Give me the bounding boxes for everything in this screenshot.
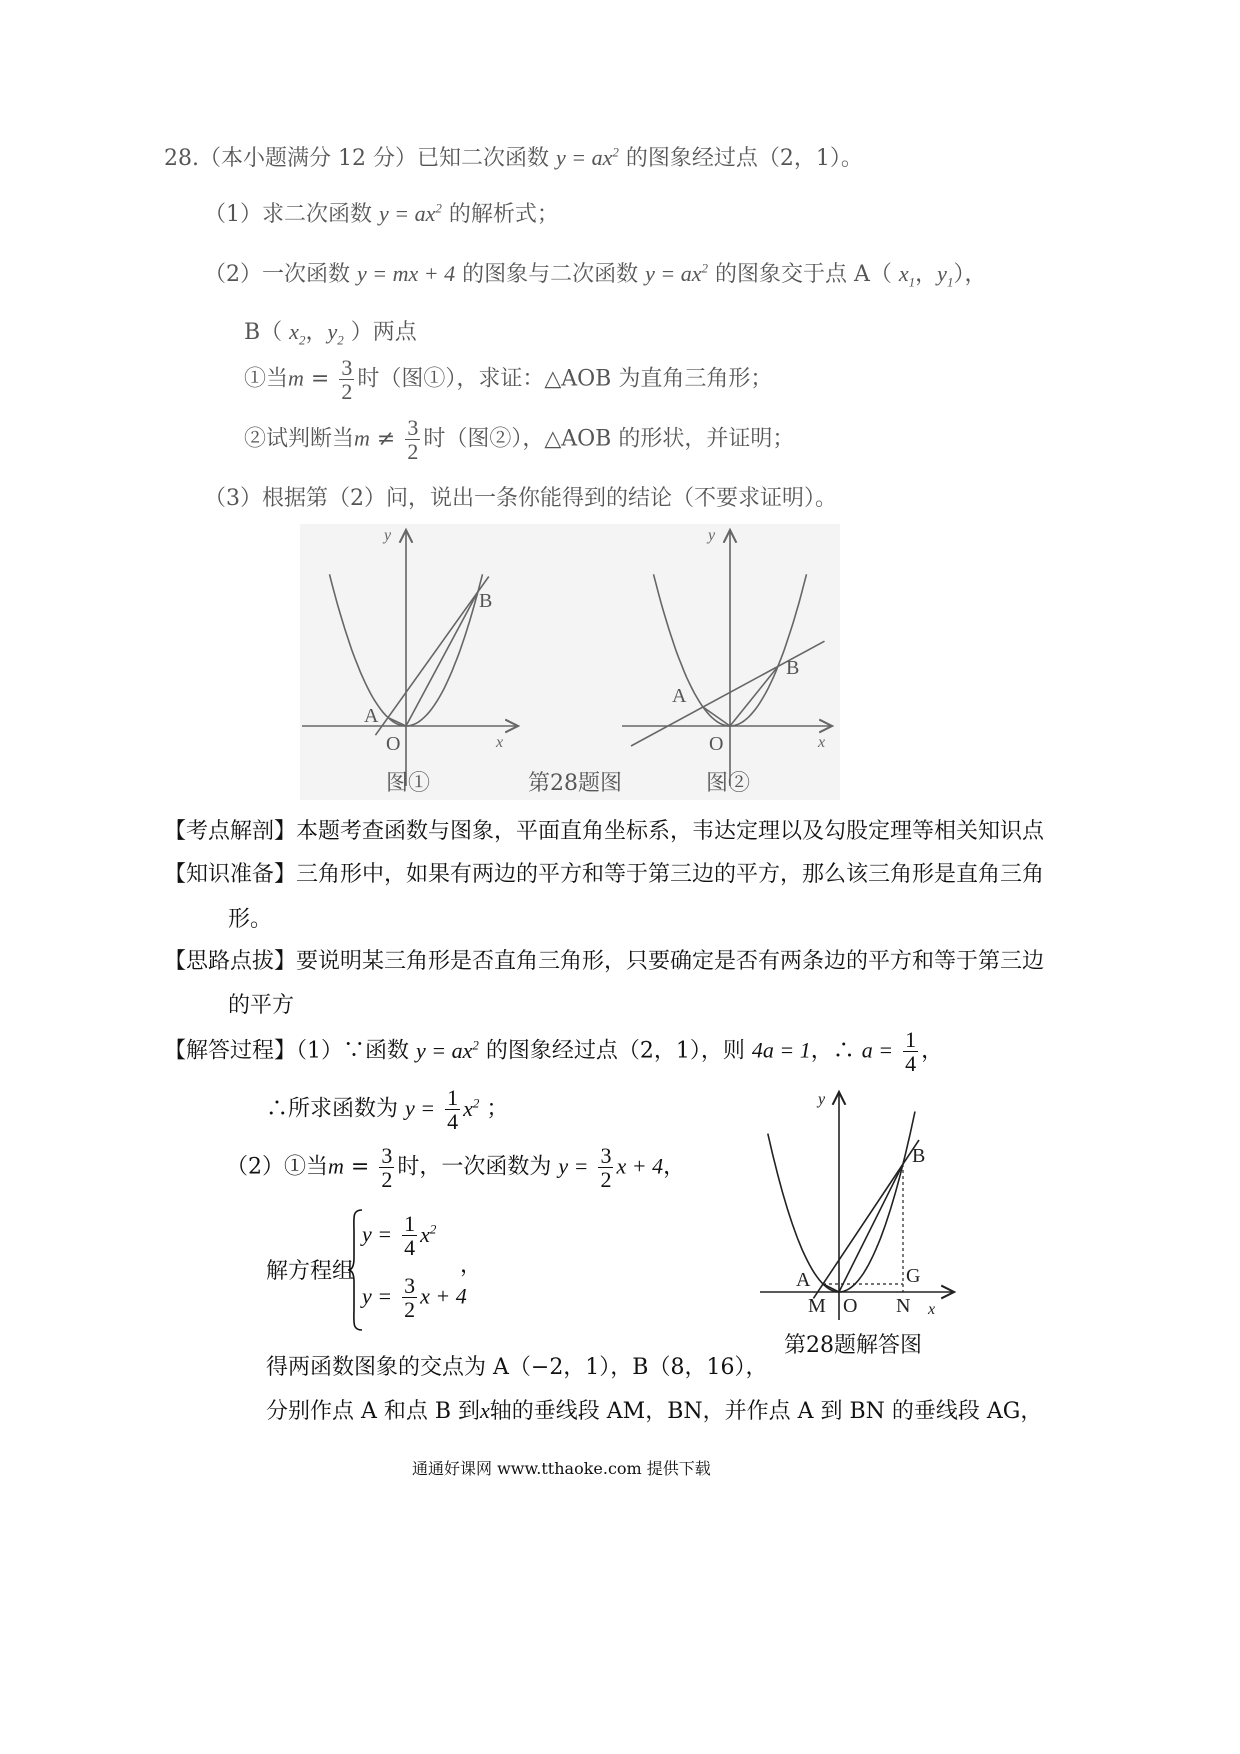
b-prefix: B（ xyxy=(244,320,283,345)
point-a-label: A xyxy=(796,1269,811,1291)
y-axis-label: y xyxy=(708,527,716,544)
y1-var: y xyxy=(937,261,947,286)
semicolon: ； xyxy=(486,1096,509,1122)
s1a: （1）∵函数 xyxy=(296,1038,410,1064)
part2 xyxy=(204,257,986,290)
answer-figure-caption: 第28题解答图 xyxy=(784,1333,922,1358)
s6b: 轴的垂线段 AM，BN，并作点 A 到 BN 的垂线段 AG， xyxy=(489,1399,1043,1424)
m-var: m xyxy=(328,1153,344,1179)
point-g-label: G xyxy=(906,1265,921,1287)
case2-suffix: 时（图②），△AOB 的形状，并证明； xyxy=(423,426,795,452)
numerator: 3 xyxy=(341,355,353,380)
comma: ， xyxy=(915,262,938,287)
denominator: 4 xyxy=(404,1235,416,1261)
origin-label: O xyxy=(386,733,401,755)
fraction-1-4 xyxy=(903,1028,918,1075)
m-var: m xyxy=(354,425,370,451)
y-eq: y = xyxy=(405,1095,436,1121)
numerator: 1 xyxy=(404,1211,416,1236)
y1-sub: 1 xyxy=(946,274,954,290)
comma: ， xyxy=(663,1154,686,1180)
analysis-kaodian xyxy=(164,814,1044,845)
s3b: 时，一次函数为 xyxy=(397,1154,552,1180)
x-var: x xyxy=(420,1221,430,1247)
exp: 2 xyxy=(701,260,708,276)
denominator: 4 xyxy=(447,1109,459,1135)
fraction-3-2 xyxy=(405,416,420,463)
denominator: 2 xyxy=(600,1167,612,1193)
s6: 分别作点 A 和点 B 到 xyxy=(266,1399,481,1424)
figure-2-caption: 图② xyxy=(706,771,751,796)
x2 xyxy=(289,319,306,348)
figure-title: 第28题图 xyxy=(528,771,622,796)
footer: 通通好课网 www.tthaoke.com 提供下载 xyxy=(412,1459,711,1478)
solution-line-2 xyxy=(266,1086,508,1133)
m-var: m xyxy=(288,365,304,391)
linear-eq: y = mx + 4 xyxy=(357,261,456,286)
exp: 2 xyxy=(472,1095,480,1111)
part1-suffix: 的解析式； xyxy=(448,202,559,227)
solution-line-6 xyxy=(266,1394,1042,1425)
x1-var: x xyxy=(898,261,909,286)
origin-label: O xyxy=(709,733,724,755)
part1-prefix: （1）求二次函数 xyxy=(204,202,372,227)
eq-sign: = xyxy=(350,1154,370,1180)
case1-suffix: 时（图①），求证：△AOB 为直角三角形； xyxy=(357,366,773,392)
exp: 2 xyxy=(435,200,442,216)
solve-system-label: 解方程组 xyxy=(266,1259,355,1284)
kaodian-tag: 【考点解剖】 xyxy=(164,819,297,844)
denominator: 2 xyxy=(404,1297,416,1323)
numerator: 1 xyxy=(905,1027,917,1052)
point-b-label: B xyxy=(912,1145,926,1167)
point-m-label: M xyxy=(808,1295,826,1317)
numerator: 3 xyxy=(404,1273,416,1298)
zhishi-tag: 【知识准备】 xyxy=(164,862,297,887)
figure-1-caption: 图① xyxy=(386,771,431,796)
y1 xyxy=(937,261,954,290)
s1d: ，∴ xyxy=(810,1038,855,1064)
numerator: 3 xyxy=(381,1143,393,1168)
y2-sub: 2 xyxy=(337,332,344,348)
point-b-label: B xyxy=(786,657,800,679)
analysis-silu-cont: 的平方 xyxy=(228,993,295,1018)
quadratic-eq-text: y = ax xyxy=(555,145,613,170)
case2-prefix: ②试判断当 xyxy=(244,426,355,452)
quadratic-eq-text: y = ax xyxy=(379,201,436,226)
point-b-label: B xyxy=(479,590,493,612)
part2-mid2: 的图象交于点 A（ xyxy=(715,262,892,287)
quadratic-eq-text: y = ax xyxy=(645,261,702,286)
y2-var: y xyxy=(327,319,338,344)
part3: （3）根据第（2）问，说出一条你能得到的结论（不要求证明）。 xyxy=(204,486,837,511)
numerator: 3 xyxy=(600,1143,612,1168)
x1 xyxy=(898,261,916,290)
case1-line xyxy=(244,356,772,403)
x-axis-label: x xyxy=(496,734,504,751)
s1b: 的图象经过点（2，1），则 xyxy=(485,1038,745,1064)
y-axis-label: y xyxy=(818,1091,826,1108)
solution-line-3 xyxy=(226,1144,685,1191)
x2-sub: 2 xyxy=(298,332,306,348)
zhishi-text: 三角形中，如果有两边的平方和等于第三边的平方，那么该三角形是直角三角 xyxy=(296,862,1045,887)
solution-tag: 【解答过程】 xyxy=(164,1038,297,1064)
x-var: x xyxy=(480,1398,490,1423)
analysis-zhishi xyxy=(164,857,1044,888)
kaodian-text: 本题考查函数与图象，平面直角坐标系，韦达定理以及勾股定理等相关知识点 xyxy=(296,819,1045,844)
case1-prefix: ①当 xyxy=(244,366,289,392)
case2-line xyxy=(244,416,794,463)
denominator: 2 xyxy=(341,379,353,405)
x-plus-4: x + 4 xyxy=(420,1283,467,1309)
x1-sub: 1 xyxy=(908,274,916,290)
s2a: ∴所求函数为 xyxy=(266,1096,399,1122)
quadratic-eq-text: y = ax xyxy=(416,1037,473,1063)
x-axis-label: x xyxy=(928,1301,936,1318)
x-squared xyxy=(463,1096,479,1121)
figure-background xyxy=(300,524,840,800)
y-eq: y = xyxy=(362,1283,393,1309)
point-b-line xyxy=(244,315,417,348)
x-plus-4: x + 4 xyxy=(616,1153,664,1179)
fraction-3-2 xyxy=(598,1144,613,1191)
numerator: 3 xyxy=(407,415,419,440)
y2 xyxy=(327,319,344,348)
fraction-3-2 xyxy=(379,1144,394,1191)
exp: 2 xyxy=(429,1221,437,1237)
question-figures xyxy=(300,524,840,800)
denominator: 2 xyxy=(407,439,419,465)
answer-figure xyxy=(756,1088,976,1368)
eq-4a-1: 4a = 1 xyxy=(751,1037,811,1063)
analysis-silu xyxy=(164,944,1044,975)
exp: 2 xyxy=(612,144,619,160)
x-axis-label: x xyxy=(818,734,826,751)
denominator: 4 xyxy=(905,1051,917,1077)
a-var: a = xyxy=(861,1037,894,1063)
silu-tag: 【思路点拔】 xyxy=(164,949,297,974)
comma: ， xyxy=(305,320,328,345)
part2-mid1: 的图象与二次函数 xyxy=(462,262,639,287)
passes-text: 的图象经过点（2，1）。 xyxy=(625,146,863,171)
point-n-label: N xyxy=(896,1295,911,1317)
fraction-1-4 xyxy=(445,1086,460,1133)
x-var: x xyxy=(463,1095,473,1121)
comma: ， xyxy=(921,1038,944,1064)
solution-line-1 xyxy=(164,1028,943,1075)
system-eq-1 xyxy=(362,1212,436,1259)
point-a-label: A xyxy=(364,705,379,727)
y-eq: y = xyxy=(558,1153,589,1179)
part1 xyxy=(204,197,559,228)
question-heading xyxy=(164,141,863,172)
eq-sign: = xyxy=(310,366,330,392)
silu-text: 要说明某三角形是否直角三角形，只要确定是否有两条边的平方和等于第三边 xyxy=(296,949,1045,974)
system-eq-2 xyxy=(362,1274,467,1321)
quadratic-eq xyxy=(645,261,708,286)
quadratic-eq xyxy=(379,201,442,226)
numerator: 1 xyxy=(447,1085,459,1110)
part2-end: ）， xyxy=(953,262,987,287)
fraction-3-2 xyxy=(402,1274,417,1321)
exp: 2 xyxy=(472,1037,479,1053)
part2-prefix: （2）一次函数 xyxy=(204,262,350,287)
fraction-3-2 xyxy=(339,356,354,403)
quadratic-eq xyxy=(416,1038,479,1063)
solution-line-5: 得两函数图象的交点为 A（−2，1），B（8，16）， xyxy=(266,1355,768,1380)
question-head-text: 28.（本小题满分 12 分）已知二次函数 xyxy=(164,146,549,171)
y-axis-label: y xyxy=(384,527,392,544)
x-squared xyxy=(420,1222,436,1247)
denominator: 2 xyxy=(381,1167,393,1193)
neq-sign: ≠ xyxy=(376,426,396,452)
system-comma: ， xyxy=(460,1253,483,1278)
analysis-zhishi-cont: 形。 xyxy=(228,907,273,932)
fraction-1-4 xyxy=(402,1212,417,1259)
s3a: （2）①当 xyxy=(226,1154,328,1180)
parabola xyxy=(768,1112,915,1293)
b-suffix: ）两点 xyxy=(350,320,417,345)
origin-label: O xyxy=(843,1295,858,1317)
quadratic-eq xyxy=(556,145,619,170)
y-eq: y = xyxy=(362,1221,393,1247)
x2-var: x xyxy=(289,319,299,344)
point-a-label: A xyxy=(672,685,687,707)
